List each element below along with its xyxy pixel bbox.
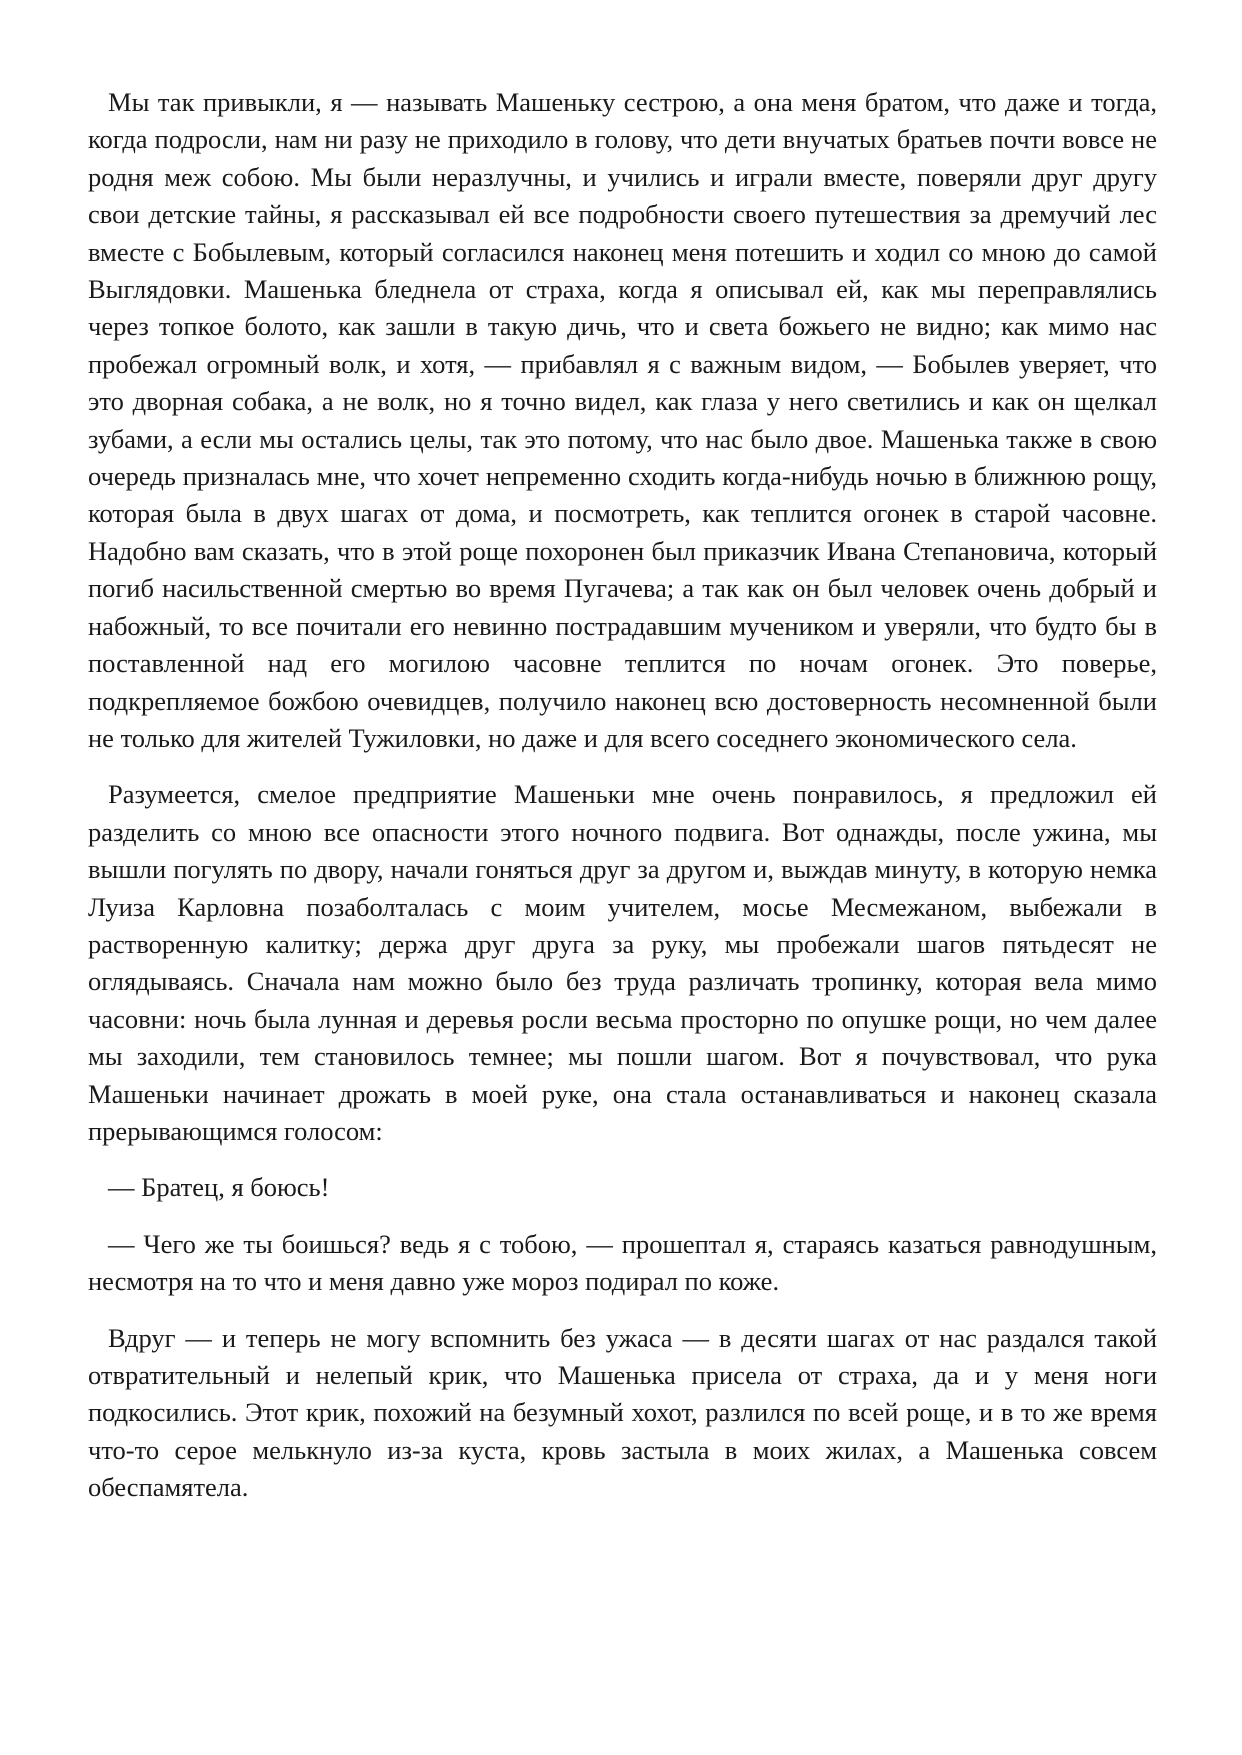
document-page xyxy=(88,84,1157,1507)
paragraph-2: Разумеется, смелое предприятие Машеньки мне очень понравилось, я предложил ей разделить со мною все опасности этого ночного подвига. Вот однажды, после ужина, мы вышли погулять по двору, начали гоняться друг за другом и, выждав минуту, в которую немка Луиза Карловна позаболталась с моим учителем, мосье Месмежаном, выбежали в растворенную калитку; держа друг друга за руку, мы пробежали шагов пятьдесят не оглядываясь. Сначала нам можно было без труда различать тропинку, которая вела мимо часовни: ночь была лунная и деревья росли весьма просторно по опушке рощи, но чем далее мы заходили, тем становилось темнее; мы пошли шагом. Вот я почувствовал, что рука Машеньки начинает дрожать в моей руке, она стала останавливаться и наконец сказала прерывающимся голосом: xyxy=(88,779,1157,1146)
paragraph-3: — Братец, я боюсь! xyxy=(108,1172,330,1203)
paragraph-1: Мы так привыкли, я — называть Машеньку сестрою, а она меня братом, что даже и тогда, когда подросли, нам ни разу не приходило в голову, что дети внучатых братьев почти вовсе не родня меж собою. Мы были неразлучны, и учились и играли вместе, поверяли друг другу свои детские тайны, я рассказывал ей все подробности своего путешествия за дремучий лес вместе с Бобылевым, который согласился наконец меня потешить и ходил со мною до самой Выглядовки. Машенька бледнела от страха, когда я описывал ей, как мы переправлялись через топкое болото, как зашли в такую дичь, что и света божьего не видно; как мимо нас пробежал огромный волк, и хотя, — прибавлял я с важным видом, — Бобылев уверяет, что это дворная собака, а не волк, но я точно видел, как глаза у него светились и как он щелкал зубами, а если мы остались целы, так это потому, что нас было двое. Машенька также в свою очередь призналась мне, что хочет непременно сходить когда-нибудь ночью в ближнюю рощу, которая была в двух шагах от дома, и посмотреть, как теплится огонек в старой часовне. Надобно вам сказать, что в этой роще похоронен был приказчик Ивана Степановича, который погиб насильственной смертью во время Пугачева; а так как он был человек очень добрый и набожный, то все почитали его невинно пострадавшим мучеником и уверяли, что будто бы в поставленной над его могилою часовне теплится по ночам огонек. Это поверье, подкрепляемое божбою очевидцев, получило наконец всю достоверность несомненной были не только для жителей Тужиловки, но даже и для всего соседнего экономического села. xyxy=(88,87,1157,753)
paragraph-4: — Чего же ты боишься? ведь я с тобою, — прошептал я, стараясь казаться равнодушным, несмотря на то что и меня давно уже мороз подирал по коже. xyxy=(88,1228,1157,1297)
paragraph-5: Вдруг — и теперь не могу вспомнить без ужаса — в десяти шагах от нас раздался такой отвратительный и нелепый крик, что Машенька присела от страха, да и у меня ноги подкосились. Этот крик, похожий на безумный хохот, разлился по всей роще, и в то же время что-то серое мелькнуло из-за куста, кровь застыла в моих жилах, а Машенька совсем обеспамятела. xyxy=(88,1322,1157,1503)
